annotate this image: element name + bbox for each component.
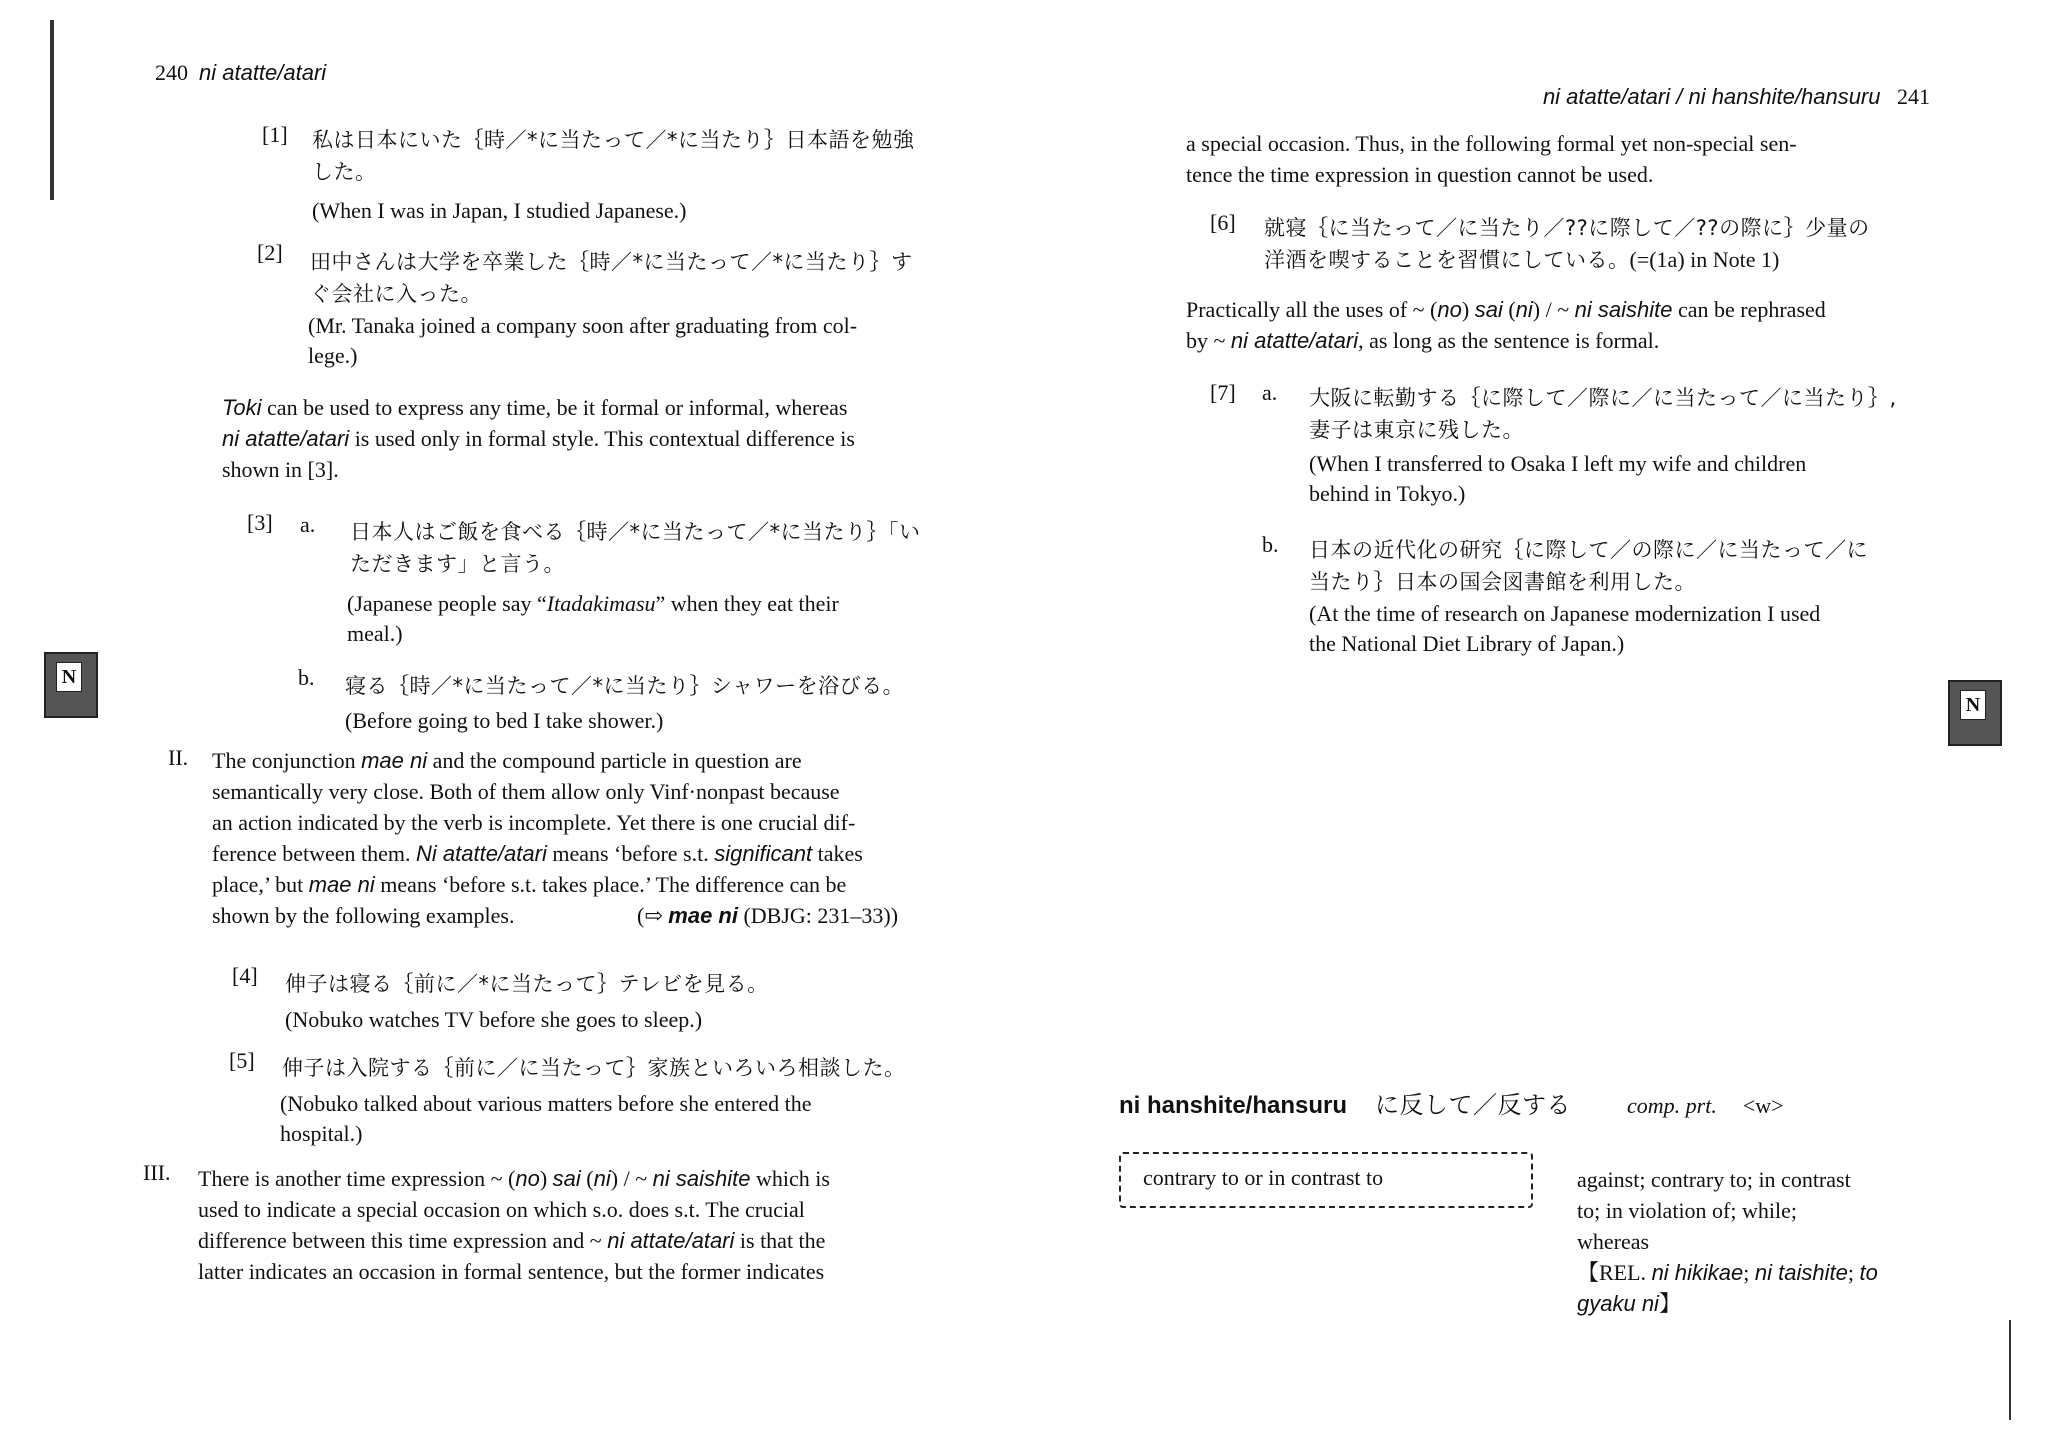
term-no: no — [515, 1166, 540, 1191]
text: (DBJG: 231–33)) — [737, 903, 899, 928]
text: ) — [1461, 297, 1475, 322]
example-number: [2] — [257, 240, 283, 265]
text: can be used to express any time, be it formal or informal, whereas — [261, 395, 848, 420]
text: by ~ — [1186, 328, 1231, 353]
term-ni-attate: ni attate/atari — [607, 1228, 735, 1253]
text: shown by the following examples. — [212, 903, 515, 928]
example-number: [4] — [232, 963, 258, 988]
text: difference between this time expression and ~ — [198, 1228, 608, 1253]
section-numeral: II. — [168, 745, 189, 770]
example-translation: (When I transferred to Osaka I left my wife and children — [1309, 451, 1807, 476]
text: ( — [1502, 297, 1516, 322]
example-jp-line: 伸子は入院する｛前に／に当たって｝家族といろいろ相談した。 — [282, 1056, 906, 1080]
example-jp-line: 伸子は寝る｛前に／*に当たって｝テレビを見る。 — [285, 972, 769, 996]
continuation-text — [1186, 128, 1797, 190]
text: which is — [750, 1166, 830, 1191]
term-mae-ni: mae ni — [308, 872, 375, 897]
term-significant: significant — [714, 841, 813, 866]
example-jp-line-with-ref — [1264, 244, 1779, 275]
term-to: to — [1859, 1260, 1878, 1285]
related-expressions — [1577, 1257, 1927, 1288]
example-jp-line: ぐ会社に入った。 — [310, 282, 482, 306]
term-no: no — [1437, 297, 1462, 322]
right-page — [1024, 0, 2048, 1434]
sub-label: a. — [1262, 380, 1278, 405]
example-number: [5] — [229, 1048, 255, 1073]
text: means ‘before s.t. — [546, 841, 715, 866]
example-translation: hospital.) — [280, 1121, 363, 1146]
term-ni: ni — [593, 1166, 611, 1191]
definition-box — [1119, 1152, 1533, 1208]
term-ni-saishite: ni saishite — [652, 1166, 751, 1191]
text: ) / ~ — [1532, 297, 1575, 322]
text: ; — [1743, 1260, 1755, 1285]
page-edge-shadow — [50, 20, 54, 200]
thumb-index-letter: N — [1960, 690, 1986, 720]
example-translation: lege.) — [308, 343, 358, 368]
paragraph-rephrase — [1186, 294, 1826, 356]
example-jp-line: した。 — [312, 160, 377, 184]
term-sai: sai — [1474, 297, 1503, 322]
example-jp-line: 当たり｝日本の国会図書館を利用した。 — [1309, 570, 1696, 594]
text: 【REL. — [1577, 1260, 1652, 1285]
example-translation: behind in Tokyo.) — [1309, 481, 1466, 506]
term-sai: sai — [552, 1166, 581, 1191]
entry-gloss — [1577, 1164, 1927, 1319]
example-translation: meal.) — [347, 621, 403, 646]
term-ni: ni — [1515, 297, 1533, 322]
text: is used only in formal style. This contextual difference is — [349, 426, 855, 451]
example-number: [3] — [247, 510, 273, 535]
example-translation: (Nobuko watches TV before she goes to sleep.) — [285, 1007, 703, 1032]
definition-text: contrary to or in contrast to — [1143, 1165, 1384, 1190]
example-translation: (At the time of research on Japanese modernization I used — [1309, 601, 1821, 626]
entry-header — [1119, 1085, 1784, 1121]
example-jp-line: 私は日本にいた｛時／*に当たって／*に当たり｝日本語を勉強 — [312, 128, 915, 152]
example-jp-line: 妻子は東京に残した。 — [1309, 418, 1524, 442]
example-translation: (Nobuko talked about various matters before she entered the — [280, 1091, 812, 1116]
running-head-title: ni atatte/atari / ni hanshite/hansuru — [1542, 84, 1881, 109]
text: to; in violation of; while; — [1577, 1198, 1797, 1223]
text: a special occasion. Thus, in the following formal yet non-special sen- — [1186, 131, 1797, 156]
arrow-icon: (⇨ — [637, 903, 669, 928]
text: means ‘before s.t. takes place.’ The difference can be — [374, 872, 847, 897]
text: tence the time expression in question cannot be used. — [1186, 162, 1654, 187]
text: The conjunction — [212, 748, 362, 773]
example-number: [6] — [1210, 210, 1236, 235]
section-iii-paragraph — [198, 1163, 998, 1287]
term-mae-ni: mae ni — [361, 748, 428, 773]
thumb-index-tab — [44, 652, 98, 718]
term-ni-taishite: ni taishite — [1754, 1260, 1848, 1285]
text: latter indicates an occasion in formal sentence, but the former indicates — [198, 1259, 825, 1284]
section-numeral: III. — [143, 1160, 171, 1185]
sub-label: a. — [300, 512, 316, 537]
text: ” when they eat their — [655, 591, 839, 616]
text: Practically all the uses of ~ ( — [1186, 297, 1438, 322]
sub-label: b. — [298, 665, 315, 690]
cross-reference — [637, 900, 898, 931]
example-jp-line: 田中さんは大学を卒業した｛時／*に当たって／*に当たり｝す — [310, 250, 913, 274]
text: whereas — [1577, 1229, 1650, 1254]
example-translation: (Before going to bed I take shower.) — [345, 708, 664, 733]
example-translation: the National Diet Library of Japan.) — [1309, 631, 1625, 656]
text: There is another time expression ~ ( — [198, 1166, 516, 1191]
text: used to indicate a special occasion on which s.o. does s.t. The crucial — [198, 1197, 805, 1222]
entry-register: <w> — [1742, 1093, 1784, 1118]
text: (Japanese people say “ — [347, 591, 547, 616]
example-number: [1] — [262, 122, 288, 147]
term-ni-hikikae: ni hikikae — [1651, 1260, 1744, 1285]
note-reference: (=(1a) in Note 1) — [1629, 247, 1780, 272]
text: , as long as the sentence is formal. — [1358, 328, 1660, 353]
term-itadakimasu: Itadakimasu — [546, 591, 656, 616]
example-jp-line: 洋酒を喫することを習慣にしている。 — [1264, 248, 1630, 272]
text: takes — [812, 841, 863, 866]
page-number: 240 — [155, 60, 188, 85]
entry-jp-headword: に反して／反する — [1375, 1091, 1572, 1119]
text: is that the — [734, 1228, 826, 1253]
text: place,’ but — [212, 872, 309, 897]
section-ii-paragraph — [212, 745, 992, 931]
term-ni-atatte: Ni atatte/atari — [416, 841, 547, 866]
example-translation: (Mr. Tanaka joined a company soon after graduating from col- — [308, 313, 858, 338]
term-ni-atatte: ni atatte/atari — [1230, 328, 1359, 353]
example-translation: (When I was in Japan, I studied Japanese.) — [312, 198, 687, 223]
term-gyaku-ni: gyaku ni — [1577, 1291, 1659, 1316]
text: ) — [539, 1166, 553, 1191]
example-jp-line: 就寝｛に当たって／に当たり／??に際して／??の際に｝少量の — [1264, 216, 1870, 240]
entry-part-of-speech: comp. prt. — [1627, 1093, 1717, 1118]
text: 】 — [1658, 1291, 1681, 1316]
paragraph-toki — [222, 392, 982, 485]
example-jp-line: 日本の近代化の研究｛に際して／の際に／に当たって／に — [1309, 538, 1868, 562]
text: and the compound particle in question are — [427, 748, 802, 773]
text: ference between them. — [212, 841, 416, 866]
page-edge-line — [2009, 1320, 2011, 1420]
running-head-left — [155, 60, 326, 86]
thumb-index-letter: N — [56, 662, 82, 692]
example-jp-line: 日本人はご飯を食べる｛時／*に当たって／*に当たり｝「い — [350, 520, 921, 544]
term-toki: Toki — [222, 395, 262, 420]
text: shown in [3]. — [222, 457, 339, 482]
text: against; contrary to; in contrast — [1577, 1167, 1851, 1192]
example-translation — [347, 588, 839, 619]
example-jp-line: 大阪に転勤する｛に際して／際に／に当たって／に当たり｝, — [1309, 386, 1897, 410]
text: ) / ~ — [610, 1166, 653, 1191]
running-head-right — [1543, 84, 1930, 110]
page-number: 241 — [1897, 84, 1930, 109]
text: ( — [580, 1166, 594, 1191]
example-jp-line: ただきます」と言う。 — [350, 552, 565, 576]
text: can be rephrased — [1672, 297, 1826, 322]
term-mae-ni: mae ni — [668, 903, 738, 928]
running-head-title: ni atatte/atari — [199, 60, 327, 85]
term-ni-atatte: ni atatte/atari — [222, 426, 350, 451]
term-ni-saishite: ni saishite — [1574, 297, 1673, 322]
thumb-index-tab — [1948, 680, 2002, 746]
example-jp-line: 寝る｛時／*に当たって／*に当たり｝シャワーを浴びる。 — [345, 674, 905, 698]
example-number: [7] — [1210, 380, 1236, 405]
sub-label: b. — [1262, 532, 1279, 557]
entry-headword: ni hanshite/hansuru — [1119, 1092, 1348, 1119]
text: semantically very close. Both of them allow only Vinf·nonpast because — [212, 779, 840, 804]
text: an action indicated by the verb is incomplete. Yet there is one crucial dif- — [212, 810, 856, 835]
text: ; — [1847, 1260, 1860, 1285]
